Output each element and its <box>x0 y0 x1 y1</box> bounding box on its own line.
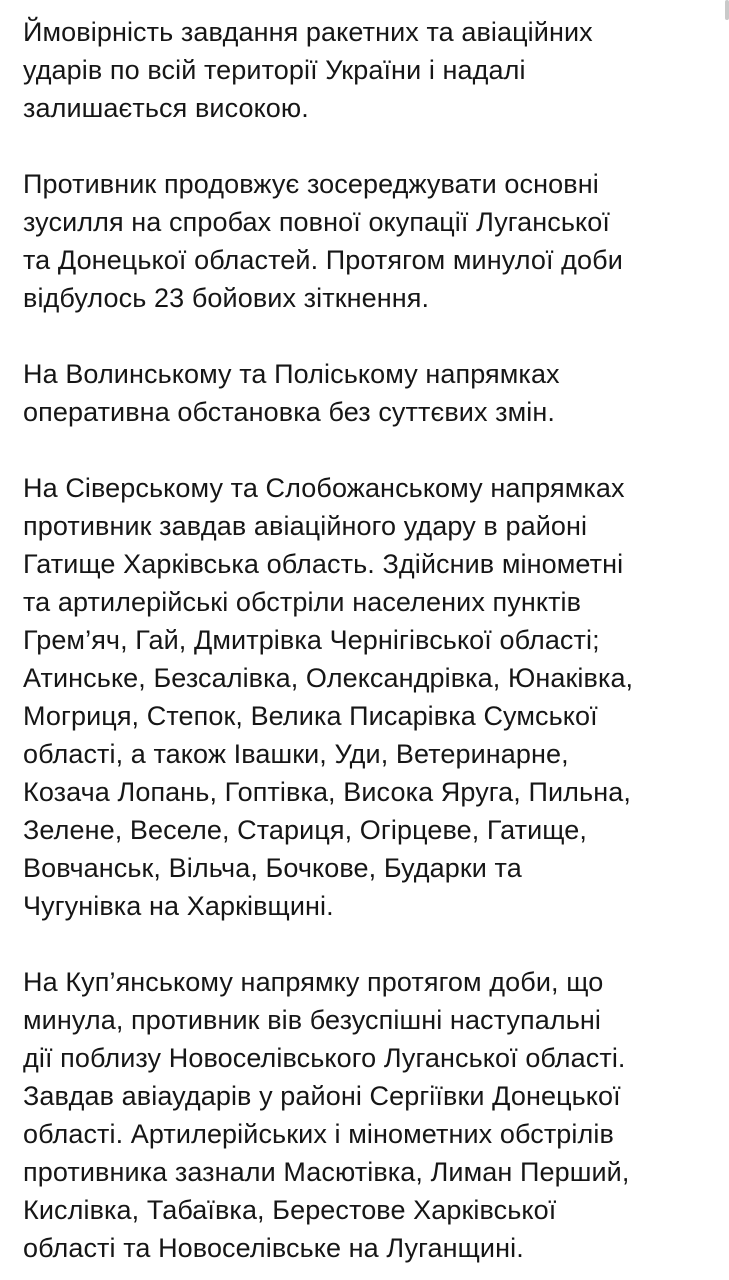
text-line: ударів по всій території України і надалі <box>23 55 526 85</box>
text-line: дії поблизу Новоселівського Луганської області. <box>23 1043 626 1073</box>
paragraph-kupiansk <box>23 963 709 1267</box>
text-line: Вовчанськ, Вільча, Бочкове, Бударки та <box>23 853 522 883</box>
paragraph-volyn-polissia <box>23 355 709 431</box>
text-line: На Сіверському та Слобожанському напрямках <box>23 473 625 503</box>
text-line: Грем’яч, Гай, Дмитрівка Чернігівської області; <box>23 625 600 655</box>
text-line: На Волинському та Поліському напрямках <box>23 359 560 389</box>
paragraph-siversk-slobozhansk <box>23 469 709 925</box>
text-line: Чугунівка на Харківщині. <box>23 891 334 921</box>
text-line: залишається високою. <box>23 93 309 123</box>
text-line: та артилерійські обстріли населених пунктів <box>23 587 582 617</box>
text-line: Могриця, Степок, Велика Писарівка Сумської <box>23 701 598 731</box>
text-line: Кислівка, Табаївка, Берестове Харківської <box>23 1195 557 1225</box>
text-line: області. Артилерійських і мінометних обстрілів <box>23 1119 614 1149</box>
text-line: Противник продовжує зосереджувати основні <box>23 169 599 199</box>
text-line: На Куп’янському напрямку протягом доби, що <box>23 967 604 997</box>
text-line: області та Новоселівське на Луганщині. <box>23 1233 524 1263</box>
text-line: Зелене, Веселе, Стариця, Огірцеве, Гатище, <box>23 815 588 845</box>
text-line: минула, противник вів безуспішні наступальні <box>23 1005 601 1035</box>
text-line: Атинське, Безсалівка, Олександрівка, Юнаківка, <box>23 663 634 693</box>
text-line: противника зазнали Масютівка, Лиман Перший, <box>23 1157 630 1187</box>
scrollbar-thumb[interactable] <box>725 0 729 20</box>
paragraph-strike-probability <box>23 13 709 127</box>
paragraph-enemy-efforts <box>23 165 709 317</box>
text-line: противник завдав авіаційного удару в районі <box>23 511 588 541</box>
text-line: оперативна обстановка без суттєвих змін. <box>23 397 556 427</box>
text-line: Ймовірність завдання ракетних та авіаційних <box>23 17 593 47</box>
text-line: зусилля на спробах повної окупації Луганської <box>23 207 610 237</box>
text-line: Завдав авіаударів у районі Сергіївки Донецької <box>23 1081 621 1111</box>
text-line: Козача Лопань, Гоптівка, Висока Яруга, Пильна, <box>23 777 631 807</box>
text-line: та Донецької областей. Протягом минулої доби <box>23 245 623 275</box>
text-line: відбулось 23 бойових зіткнення. <box>23 283 430 313</box>
text-line: області, а також Івашки, Уди, Ветеринарне, <box>23 739 569 769</box>
text-line: Гатище Харківська область. Здійснив мінометні <box>23 549 624 579</box>
